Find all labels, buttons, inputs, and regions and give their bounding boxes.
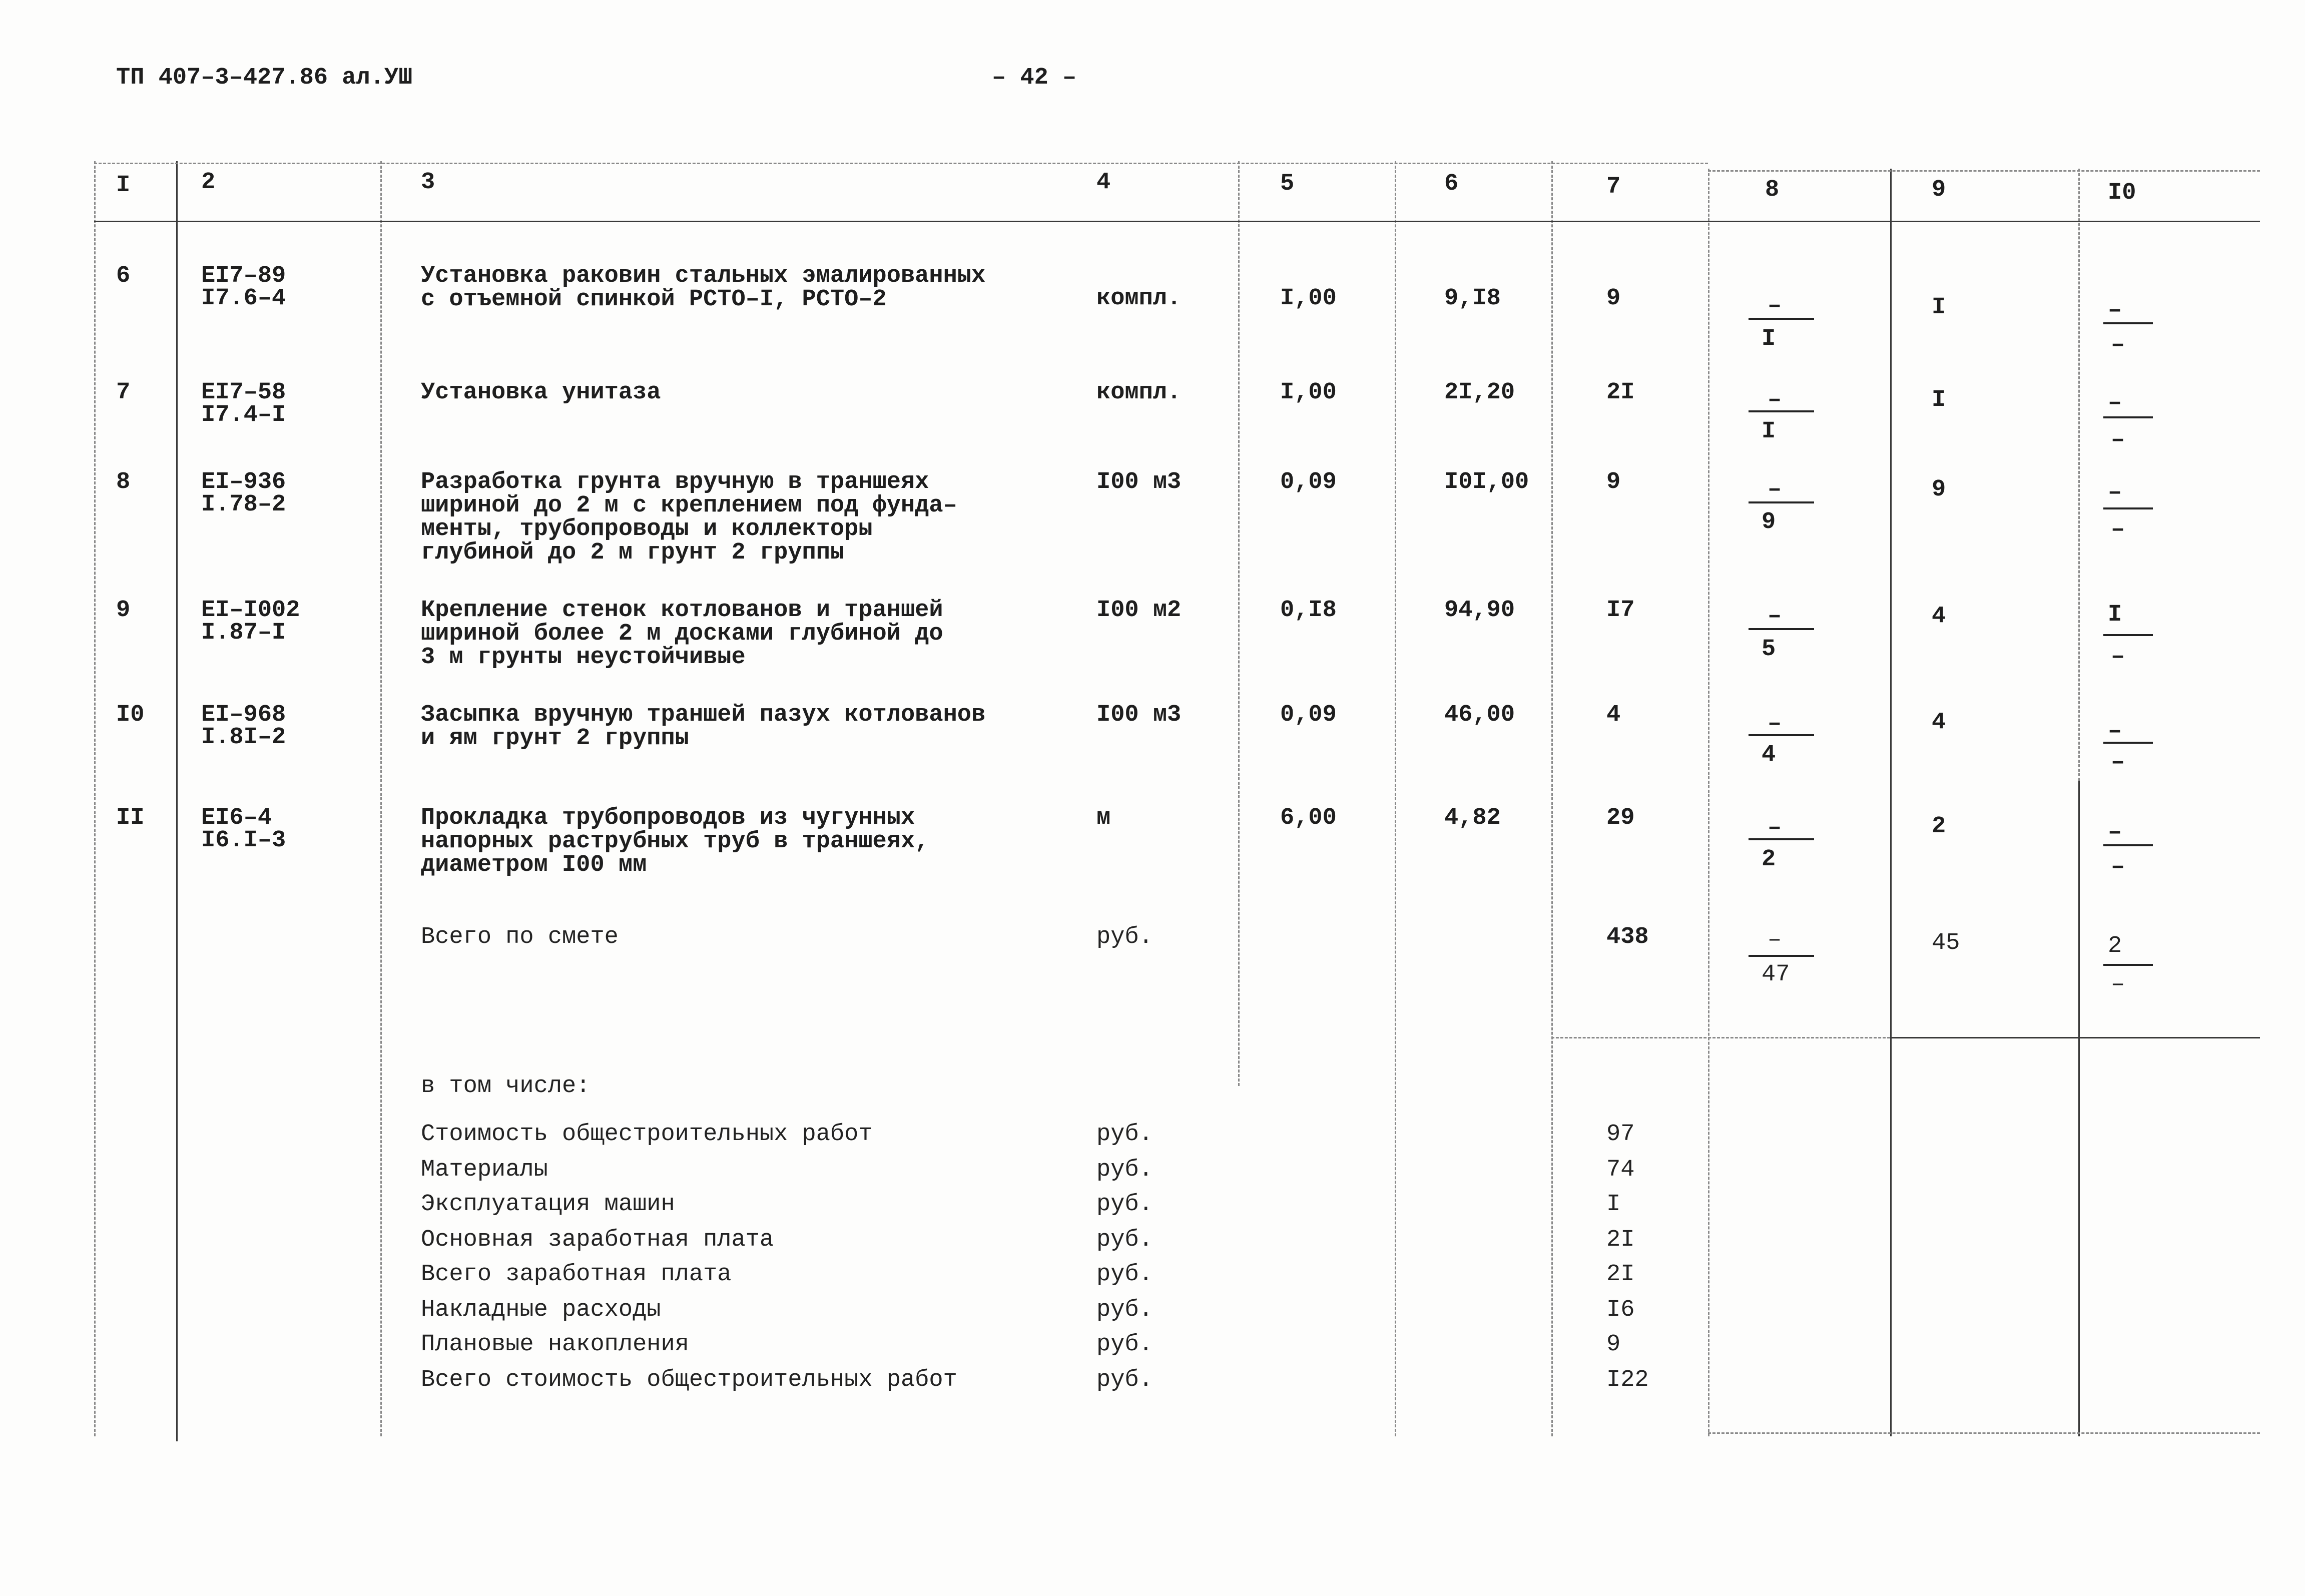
col10-top-value: –: [2108, 479, 2122, 506]
col10-bottom-value: –: [2111, 854, 2125, 880]
breakdown-item-value: I22: [1606, 1367, 1649, 1393]
col9-value: 2: [1932, 813, 1946, 840]
col8-bottom-value: 5: [1762, 636, 1776, 663]
row-code: I.87–I: [201, 620, 286, 646]
breakdown-item-label: Эксплуатация машин: [421, 1191, 675, 1218]
row-total: 29: [1606, 805, 1635, 831]
fraction-line: [2103, 507, 2153, 509]
row-description: менты, трубопроводы и коллекторы: [421, 516, 873, 543]
grid-line: [1890, 169, 1892, 1436]
breakdown-item-label: Материалы: [421, 1157, 548, 1183]
row-unit: компл.: [1096, 285, 1182, 312]
row-description: шириной более 2 м досками глубиной до: [421, 621, 943, 647]
row-description: 3 м грунты неустойчивые: [421, 644, 746, 671]
column-header: 4: [1096, 169, 1111, 196]
col8-bottom-value: 4: [1762, 742, 1776, 768]
fraction-line: [2103, 416, 2153, 418]
grid-line: [94, 221, 2260, 222]
breakdown-label: в том числе:: [421, 1073, 591, 1100]
breakdown-item-unit: руб.: [1096, 1157, 1153, 1183]
col8-top-value: –: [1768, 815, 1782, 841]
row-code: EI7–58: [201, 379, 286, 406]
col8-bottom-value: 9: [1762, 509, 1776, 536]
row-description: Установка раковин стальных эмалированных: [421, 263, 986, 289]
grid-line: [380, 161, 382, 1436]
breakdown-item-value: 74: [1606, 1157, 1635, 1183]
col8-top-value: –: [1768, 711, 1782, 737]
column-header: I0: [2108, 180, 2136, 206]
col10-top-value: –: [2108, 819, 2122, 846]
breakdown-item-unit: руб.: [1096, 1297, 1153, 1323]
col10-bottom-value: –: [2111, 644, 2125, 670]
row-description: глубиной до 2 м грунт 2 группы: [421, 540, 845, 566]
row-unit-price: I0I,00: [1444, 469, 1529, 495]
col9-value: I: [1932, 294, 1946, 321]
breakdown-item-label: Плановые накопления: [421, 1331, 689, 1358]
grid-line: [1238, 161, 1240, 1086]
col10-bottom-value: –: [2111, 427, 2125, 453]
breakdown-item-value: 2I: [1606, 1261, 1635, 1288]
col8-bottom-value: 47: [1762, 961, 1790, 988]
row-description: напорных раструбных труб в траншеях,: [421, 828, 929, 855]
row-unit-price: 4,82: [1444, 805, 1501, 831]
page-number: – 42 –: [992, 65, 1077, 91]
breakdown-item-unit: руб.: [1096, 1121, 1153, 1148]
row-number: 7: [116, 379, 131, 406]
grand-total-value: 438: [1606, 924, 1649, 950]
col10-top-value: –: [2108, 718, 2122, 745]
row-description: и ям грунт 2 группы: [421, 725, 689, 752]
doc-code: ТП 407–3–427.86 ал.УШ: [116, 65, 413, 91]
col8-bottom-value: I: [1762, 326, 1776, 352]
row-description: Засыпка вручную траншей пазух котлованов: [421, 702, 986, 728]
breakdown-item-label: Всего стоимость общестроительных работ: [421, 1367, 957, 1393]
col9-value: 4: [1932, 603, 1946, 630]
row-code: EI7–89: [201, 263, 286, 289]
row-code: I7.6–4: [201, 285, 286, 312]
row-quantity: 0,09: [1280, 702, 1337, 728]
col10-top-value: –: [2108, 297, 2122, 324]
grid-line: [176, 161, 178, 1441]
row-code: EI–I002: [201, 597, 300, 624]
row-unit: I00 м3: [1096, 702, 1182, 728]
row-code: I.8I–2: [201, 724, 286, 751]
row-description: шириной до 2 м с креплением под фунда–: [421, 492, 957, 519]
fraction-line: [1749, 628, 1814, 630]
col9-value: 9: [1932, 476, 1946, 503]
row-description: Прокладка трубопроводов из чугунных: [421, 805, 915, 831]
breakdown-item-unit: руб.: [1096, 1261, 1153, 1288]
row-number: 6: [116, 263, 131, 289]
col10-top-value: 2: [2108, 933, 2122, 959]
fraction-line: [2103, 742, 2153, 744]
col9-value: 45: [1932, 930, 1960, 956]
row-quantity: 0,09: [1280, 469, 1337, 495]
breakdown-item-label: Всего заработная плата: [421, 1261, 732, 1288]
grid-line: [94, 163, 1708, 164]
breakdown-item-value: 9: [1606, 1331, 1621, 1358]
fraction-line: [1749, 955, 1814, 957]
column-header: I: [116, 172, 131, 199]
row-code: EI–968: [201, 702, 286, 728]
breakdown-item-unit: руб.: [1096, 1331, 1153, 1358]
col8-bottom-value: 2: [1762, 846, 1776, 873]
fraction-line: [1749, 410, 1814, 412]
row-total: 2I: [1606, 379, 1635, 406]
fraction-line: [2103, 964, 2153, 966]
row-description: с отъемной спинкой РСТО–I, РСТО–2: [421, 286, 887, 313]
fraction-line: [2103, 844, 2153, 846]
breakdown-item-label: Основная заработная плата: [421, 1227, 774, 1253]
col9-value: 4: [1932, 709, 1946, 736]
row-number: 8: [116, 469, 131, 495]
grid-line: [1890, 1037, 2260, 1038]
column-header: 9: [1932, 177, 1946, 203]
row-unit: м: [1096, 805, 1111, 831]
row-unit-price: 46,00: [1444, 702, 1515, 728]
fraction-line: [1749, 318, 1814, 320]
grid-line: [2078, 781, 2080, 1436]
breakdown-item-unit: руб.: [1096, 1367, 1153, 1393]
column-header: 5: [1280, 171, 1295, 197]
breakdown-item-value: I: [1606, 1191, 1621, 1218]
fraction-line: [1749, 838, 1814, 840]
grid-line: [1708, 170, 2260, 172]
grid-line: [1708, 1432, 2260, 1434]
row-unit-price: 9,I8: [1444, 285, 1501, 312]
grid-line: [1395, 161, 1396, 1436]
fraction-line: [2103, 322, 2153, 324]
row-unit: I00 м2: [1096, 597, 1182, 624]
breakdown-item-label: Накладные расходы: [421, 1297, 661, 1323]
row-code: I7.4–I: [201, 402, 286, 428]
row-unit: I00 м3: [1096, 469, 1182, 495]
row-total: 4: [1606, 702, 1621, 728]
row-number: 9: [116, 597, 131, 624]
row-total: 9: [1606, 285, 1621, 312]
breakdown-item-value: I6: [1606, 1297, 1635, 1323]
fraction-line: [2103, 634, 2153, 636]
row-unit-price: 94,90: [1444, 597, 1515, 624]
row-code: I6.I–3: [201, 827, 286, 854]
grid-line: [2078, 169, 2080, 781]
grand-total-label: Всего по смете: [421, 924, 619, 950]
row-quantity: 0,I8: [1280, 597, 1337, 624]
fraction-line: [1749, 734, 1814, 736]
grid-line: [94, 161, 96, 1436]
fraction-line: [1749, 501, 1814, 503]
column-header: 8: [1765, 177, 1780, 203]
col8-top-value: –: [1768, 387, 1782, 413]
col10-bottom-value: –: [2111, 516, 2125, 543]
breakdown-item-unit: руб.: [1096, 1227, 1153, 1253]
column-header: 7: [1606, 174, 1621, 200]
col10-bottom-value: –: [2111, 332, 2125, 358]
col8-top-value: –: [1768, 603, 1782, 630]
col9-value: I: [1932, 387, 1946, 413]
row-quantity: I,00: [1280, 379, 1337, 406]
breakdown-item-unit: руб.: [1096, 1191, 1153, 1218]
row-total: 9: [1606, 469, 1621, 495]
col10-bottom-value: –: [2111, 971, 2125, 998]
row-quantity: I,00: [1280, 285, 1337, 312]
row-unit: компл.: [1096, 379, 1182, 406]
row-description: Крепление стенок котлованов и траншей: [421, 597, 943, 624]
row-description: Разработка грунта вручную в траншеях: [421, 469, 929, 495]
col10-bottom-value: –: [2111, 749, 2125, 776]
row-description: Установка унитаза: [421, 379, 661, 406]
column-header: 3: [421, 169, 435, 196]
row-unit-price: 2I,20: [1444, 379, 1515, 406]
col8-bottom-value: I: [1762, 418, 1776, 445]
row-description: диаметром I00 мм: [421, 852, 647, 878]
row-code: EI6–4: [201, 805, 272, 831]
breakdown-item-value: 2I: [1606, 1227, 1635, 1253]
row-total: I7: [1606, 597, 1635, 624]
row-code: I.78–2: [201, 491, 286, 518]
col8-top-value: –: [1768, 476, 1782, 503]
grand-total-unit: руб.: [1096, 924, 1153, 950]
col10-top-value: –: [2108, 390, 2122, 416]
col8-top-value: –: [1768, 293, 1782, 319]
grid-line: [1551, 161, 1553, 1436]
row-number: II: [116, 805, 145, 831]
grid-line: [1708, 169, 1709, 1436]
column-header: 2: [201, 169, 216, 196]
grid-line: [1551, 1037, 1890, 1038]
col8-top-value: –: [1768, 927, 1782, 953]
row-code: EI–936: [201, 469, 286, 495]
column-header: 6: [1444, 171, 1459, 197]
row-number: I0: [116, 702, 145, 728]
breakdown-item-label: Стоимость общестроительных работ: [421, 1121, 873, 1148]
row-quantity: 6,00: [1280, 805, 1337, 831]
breakdown-item-value: 97: [1606, 1121, 1635, 1148]
col10-top-value: I: [2108, 602, 2122, 628]
